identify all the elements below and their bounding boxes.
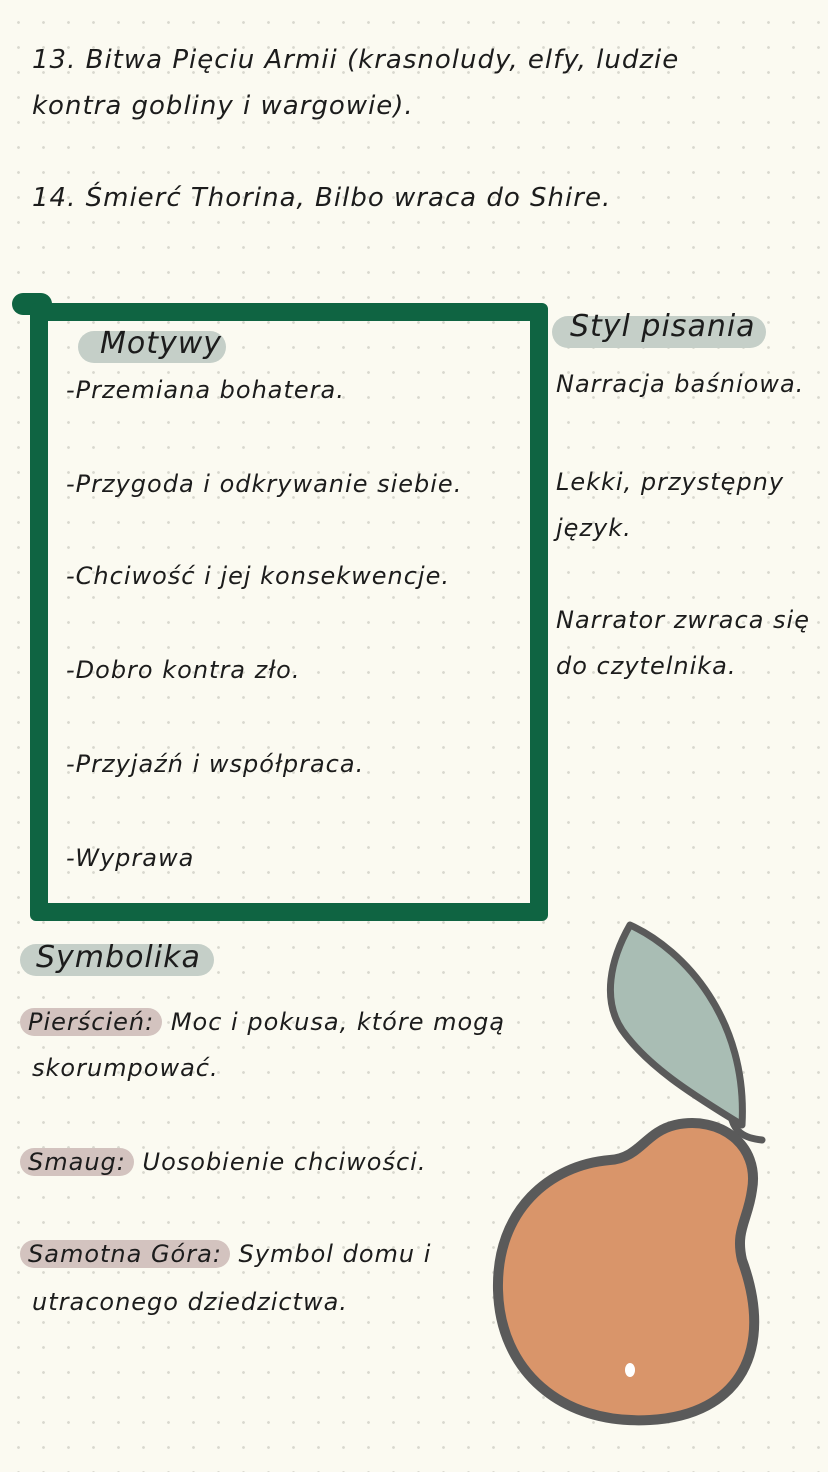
symbol-ring-text-2: skorumpować. [32, 1054, 219, 1082]
style-title: Styl pisania [570, 309, 756, 344]
symbol-ring-text: Moc i pokusa, które mogą [170, 1008, 506, 1036]
symbol-mountain-label: Samotna Góra: [20, 1240, 230, 1268]
pear-illustration-icon [480, 910, 780, 1440]
symbol-mountain-text-2: utraconego dziedzictwa. [32, 1288, 348, 1316]
symbol-ring [20, 1000, 505, 1044]
symbol-ring-label: Pierścień: [20, 1008, 162, 1036]
plot-item-14: 14. Śmierć Thorina, Bilbo wraca do Shire. [32, 183, 612, 213]
symbol-smaug-text: Uosobienie chciwości. [142, 1148, 427, 1176]
plot-item-13-line1: 13. Bitwa Pięciu Armii (krasnoludy, elfy, ludzie [32, 45, 680, 75]
symbol-mountain-text: Symbol domu i [238, 1240, 432, 1268]
motifs-title: Motywy [100, 326, 223, 361]
style-line: język. [556, 514, 632, 542]
style-line: do czytelnika. [556, 652, 737, 680]
motif-item: -Przyjaźń i współpraca. [66, 750, 365, 778]
plot-item-13-line2: kontra gobliny i wargowie). [32, 91, 414, 121]
motif-item: -Chciwość i jej konsekwencje. [66, 562, 450, 590]
motif-item: -Dobro kontra zło. [66, 656, 301, 684]
motif-item: -Wyprawa [66, 844, 195, 872]
style-line: Narrator zwraca się [556, 606, 810, 634]
symbol-mountain [20, 1232, 431, 1276]
motif-item: -Przygoda i odkrywanie siebie. [66, 470, 463, 498]
style-line: Narracja baśniowa. [556, 370, 805, 398]
motif-item: -Przemiana bohatera. [66, 376, 345, 404]
symbol-smaug [20, 1140, 426, 1184]
symbol-smaug-label: Smaug: [20, 1148, 134, 1176]
symbolism-title: Symbolika [36, 940, 201, 975]
style-line: Lekki, przystępny [556, 468, 785, 496]
